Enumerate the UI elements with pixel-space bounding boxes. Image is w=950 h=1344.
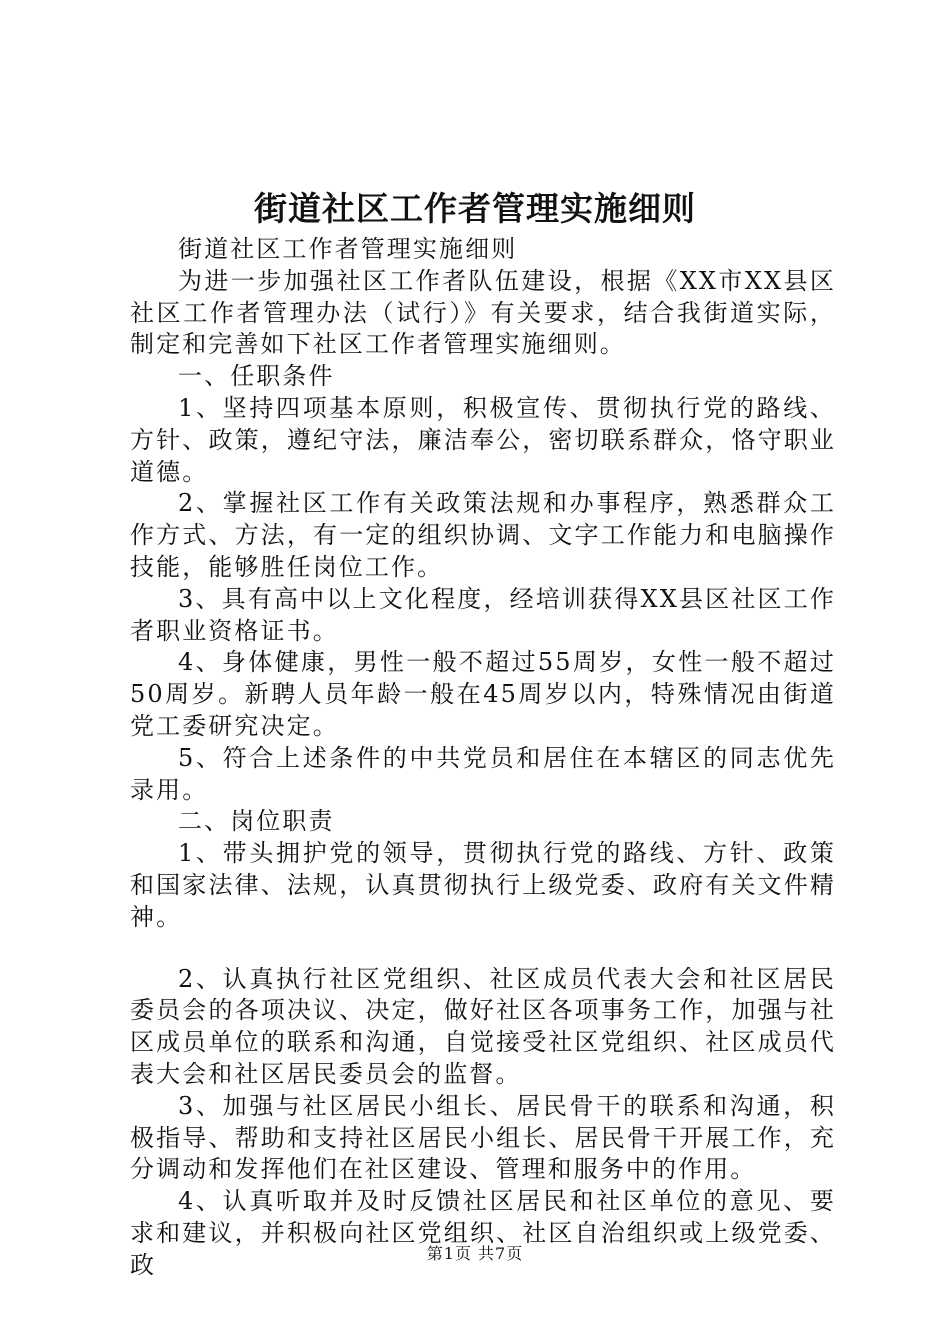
page-footer: 第1页 共7页	[426, 1244, 524, 1263]
paragraph-qualification-3: 3、具有高中以上文化程度，经培训获得XX县区社区工作者职业资格证书。	[130, 584, 836, 645]
paragraph-qualification-5: 5、符合上述条件的中共党员和居住在本辖区的同志优先录用。	[130, 743, 836, 804]
section-heading-duties: 二、岗位职责	[178, 807, 335, 836]
document-title: 街道社区工作者管理实施细则	[254, 189, 696, 228]
paragraph-subtitle: 街道社区工作者管理实施细则	[178, 235, 518, 263]
paragraph-qualification-4: 4、身体健康，男性一般不超过55周岁，女性一般不超过50周岁。新聘人员年龄一般在45周岁以内，特殊情况由街道党工委研究决定。	[130, 648, 836, 740]
paragraph-duty-3: 3、加强与社区居民小组长、居民骨干的联系和沟通，积极指导、帮助和支持社区居民小组长、居民骨干开展工作，充分调动和发挥他们在社区建设、管理和服务中的作用。	[130, 1091, 836, 1184]
paragraph-qualification-1: 1、坚持四项基本原则，积极宣传、贯彻执行党的路线、方针、政策，遵纪守法，廉洁奉公，密切联系群众，恪守职业道德。	[130, 393, 836, 486]
paragraph-intro: 为进一步加强社区工作者队伍建设，根据《XX市XX县区社区工作者管理办法（试行）》有关要求，结合我街道实际，制定和完善如下社区工作者管理实施细则。	[130, 266, 836, 359]
section-heading-qualifications: 一、任职条件	[178, 362, 335, 391]
paragraph-duty-2: 2、认真执行社区党组织、社区成员代表大会和社区居民委员会的各项决议、决定，做好社区各项事务工作，加强与社区成员单位的联系和沟通，自觉接受社区党组织、社区成员代表大会和社区居民委员会的监督。	[130, 964, 836, 1088]
document-body	[130, 234, 836, 1282]
paragraph-duty-1: 1、带头拥护党的领导，贯彻执行党的路线、方针、政策和国家法律、法规，认真贯彻执行上级党委、政府有关文件精神。	[130, 839, 836, 931]
paragraph-duty-4: 4、认真听取并及时反馈社区居民和社区单位的意见、要求和建议，并积极向社区党组织、社区自治组织或上级党委、政	[130, 1187, 836, 1279]
paragraph-qualification-2: 2、掌握社区工作有关政策法规和办事程序，熟悉群众工作方式、方法，有一定的组织协调、文字工作能力和电脑操作技能，能够胜任岗位工作。	[130, 489, 836, 581]
